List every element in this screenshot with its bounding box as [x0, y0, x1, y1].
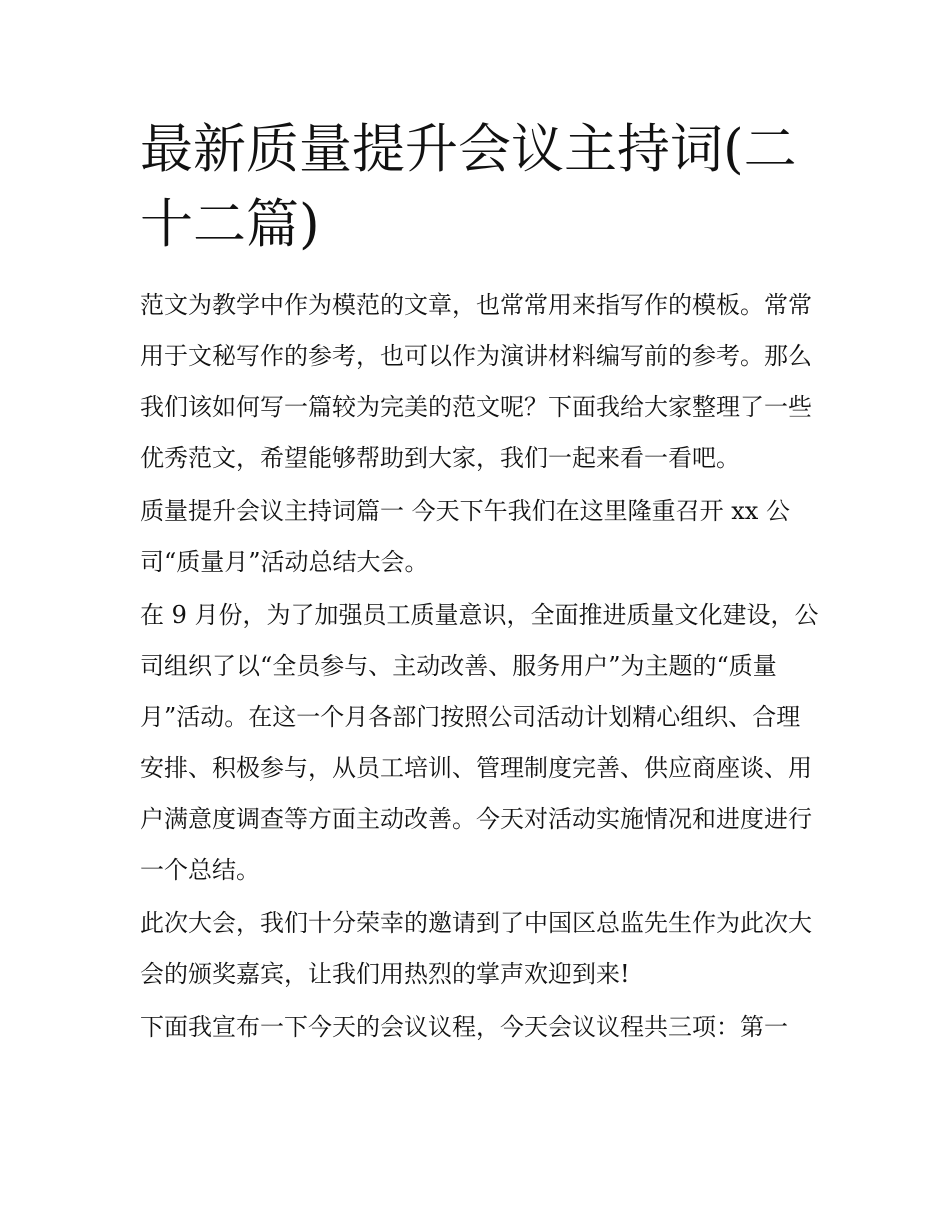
paragraph-opening: 质量提升会议主持词篇一 今天下午我们在这里隆重召开 xx 公司“质量月”活动总结大会。: [140, 497, 790, 576]
paragraph-agenda: 下面我宣布一下今天的会议议程，今天会议议程共三项：第一: [140, 1013, 788, 1041]
document-title: 最新质量提升会议主持词(二十二篇): [140, 119, 797, 255]
paragraph-activity: 在 9 月份，为了加强员工质量意识，全面推进质量文化建设，公司组织了以“全员参与、主动改善、服务用户”为主题的“质量月”活动。在这一个月各部门按照公司活动计划精心组织、合理安排、积极参与，从员工培训、管理制度完善、供应商座谈、用户满意度调查等方面主动改善。今天对活动实施情况和进度进行一个总结。: [140, 601, 819, 884]
paragraph-intro: 范文为教学中作为模范的文章，也常常用来指写作的模板。常常用于文秘写作的参考，也可以作为演讲材料编写前的参考。那么我们该如何写一篇较为完美的范文呢？下面我给大家整理了一些优秀范文，希望能够帮助到大家，我们一起来看一看吧。: [140, 291, 812, 472]
paragraph-guest: 此次大会，我们十分荣幸的邀请到了中国区总监先生作为此次大会的颁奖嘉宾，让我们用热烈的掌声欢迎到来!: [140, 909, 812, 988]
document-body: [140, 280, 820, 1053]
